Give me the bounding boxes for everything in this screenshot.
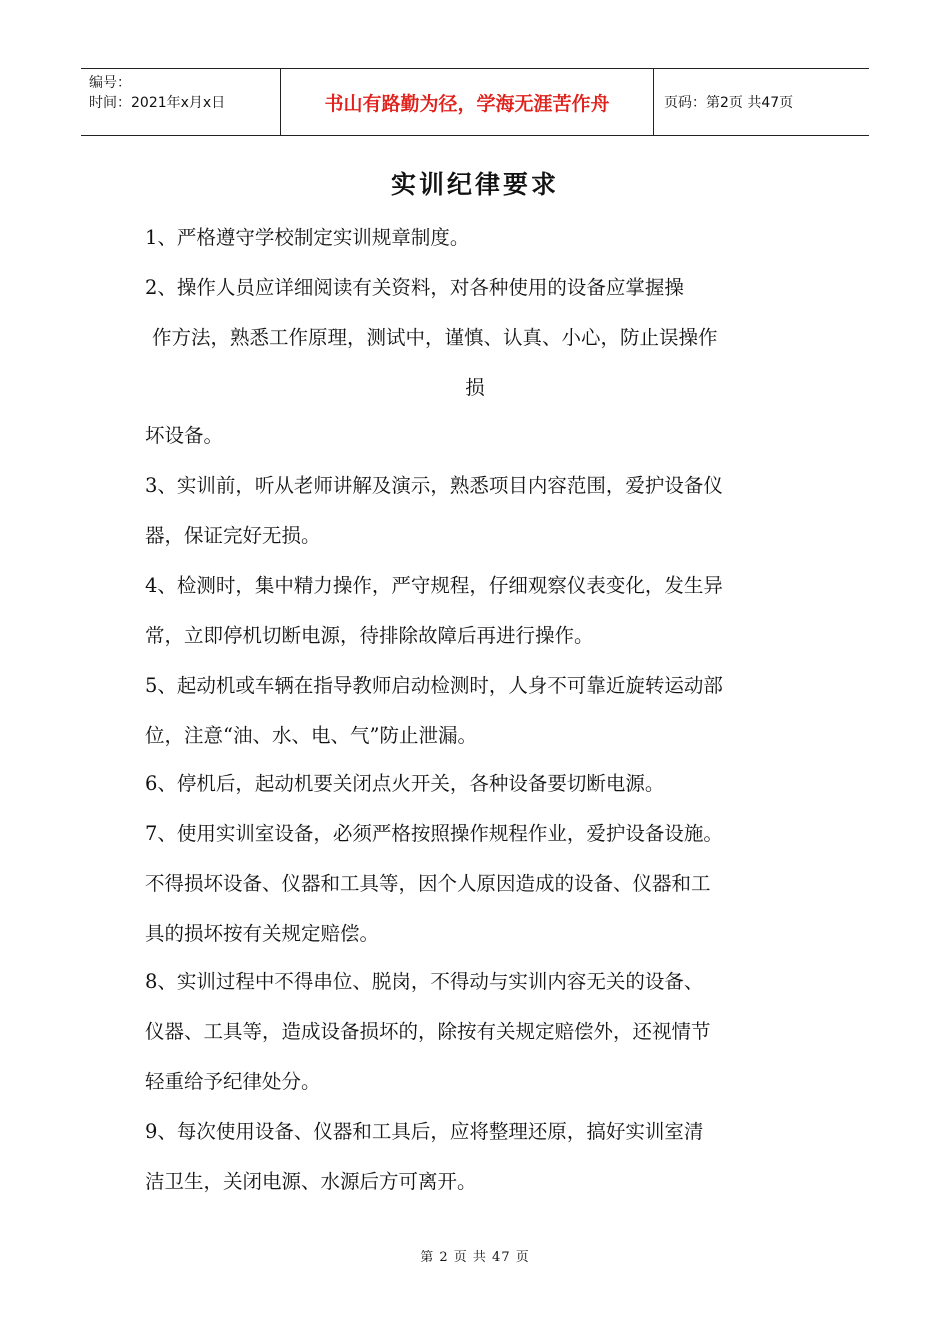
body-line: 6、停机后，起动机要关闭点火开关，各种设备要切断电源。 xyxy=(145,772,665,795)
body-line: 作方法，熟悉工作原理，测试中，谨慎、认真、小心，防止误操作 xyxy=(152,326,718,349)
body-line: 器，保证完好无损。 xyxy=(145,524,321,547)
header-page-info: 页码：第2页 共47页 xyxy=(664,95,794,111)
body-line: 3、实训前，听从老师讲解及演示，熟悉项目内容范围，爱护设备仪 xyxy=(145,474,723,497)
body-line: 常，立即停机切断电源，待排除故障后再进行操作。 xyxy=(145,624,594,647)
body-line: 不得损坏设备、仪器和工具等，因个人原因造成的设备、仪器和工 xyxy=(145,872,711,895)
body-line: 7、使用实训室设备，必须严格按照操作规程作业，爱护设备设施。 xyxy=(145,822,723,845)
body-line: 5、起动机或车辆在指导教师启动检测时，人身不可靠近旋转运动部 xyxy=(145,674,723,697)
body-line: 1、严格遵守学校制定实训规章制度。 xyxy=(145,226,470,249)
time-label: 时间：2021年x月x日 xyxy=(89,95,226,111)
document-title: 实训纪律要求 xyxy=(390,170,559,199)
number-label: 编号： xyxy=(89,75,131,91)
page-footer: 第 2 页 共 47 页 xyxy=(420,1250,530,1265)
body-line: 损 xyxy=(465,376,485,399)
body-line: 轻重给予纪律处分。 xyxy=(145,1070,321,1093)
body-line: 具的损坏按有关规定赔偿。 xyxy=(145,922,380,945)
body-line: 仪器、工具等，造成设备损坏的，除按有关规定赔偿外，还视情节 xyxy=(145,1020,711,1043)
body-line: 4、检测时，集中精力操作，严守规程，仔细观察仪表变化，发生异 xyxy=(145,574,723,597)
body-line: 洁卫生，关闭电源、水源后方可离开。 xyxy=(145,1170,477,1193)
header-meta xyxy=(81,69,281,135)
body-line: 2、操作人员应详细阅读有关资料，对各种使用的设备应掌握操 xyxy=(145,276,684,299)
body-line: 9、每次使用设备、仪器和工具后，应将整理还原，搞好实训室清 xyxy=(145,1120,704,1143)
body-line: 坏设备。 xyxy=(145,424,224,447)
body-line: 位，注意“油、水、电、气”防止泄漏。 xyxy=(145,724,477,747)
body-line: 8、实训过程中不得串位、脱岗，不得动与实训内容无关的设备、 xyxy=(145,970,704,993)
page-header xyxy=(81,68,869,136)
header-motto: 书山有路勤为径，学海无涯苦作舟 xyxy=(281,69,654,135)
